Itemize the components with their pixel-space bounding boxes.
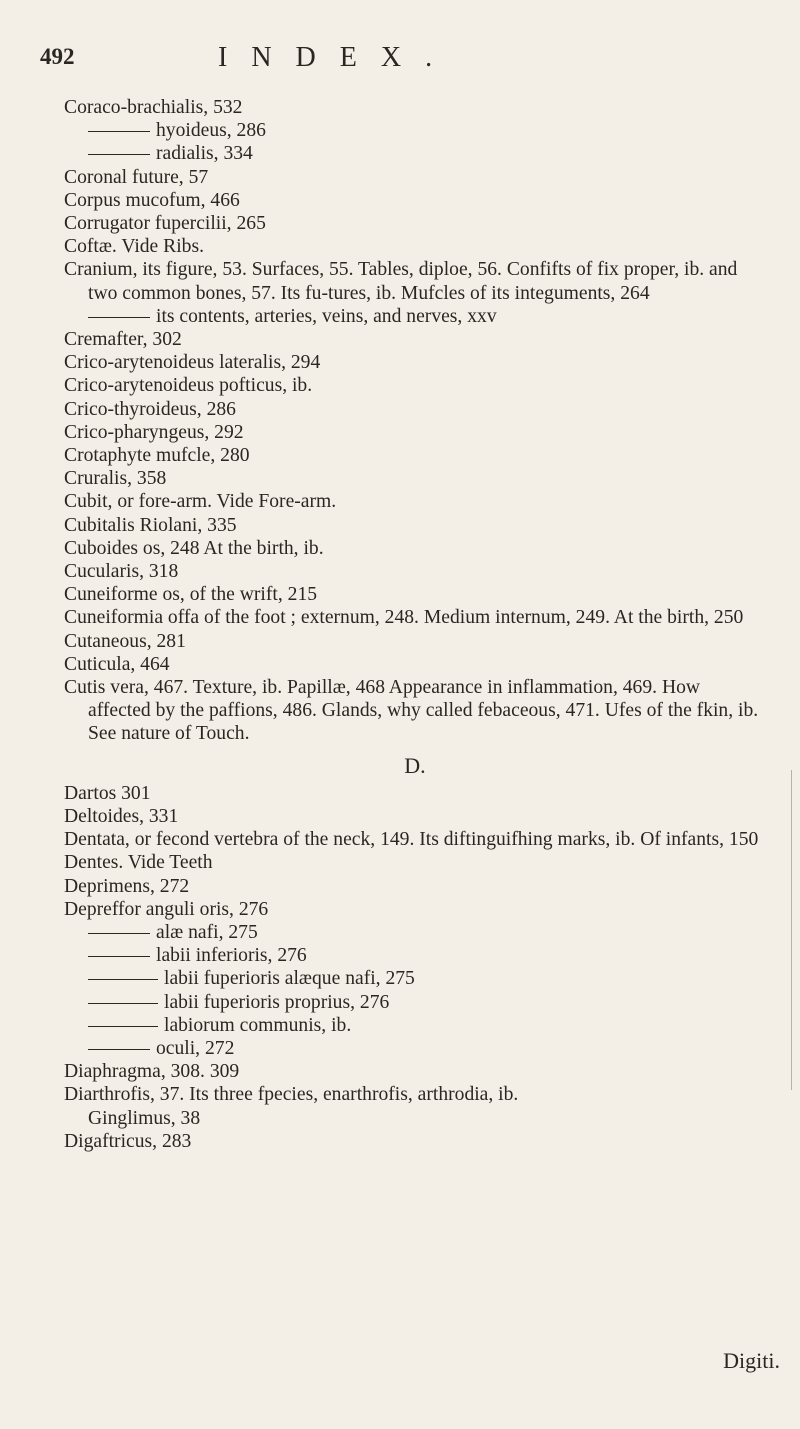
- index-entry: Coraco-brachialis, 532: [64, 97, 243, 118]
- index-entry: Crico-arytenoideus lateralis, 294: [64, 352, 321, 374]
- index-subentry: labii fuperioris proprius, 276: [64, 991, 766, 1014]
- page-edge-shadow: [791, 770, 792, 1090]
- index-subentry: radialis, 334: [64, 142, 766, 165]
- catchword: Digiti.: [723, 1348, 780, 1373]
- index-entries: [64, 96, 766, 1153]
- index-entry: Cubit, or fore-arm. Vide Fore-arm.: [64, 491, 337, 513]
- index-entry: Dentes. Vide Teeth: [64, 852, 213, 874]
- index-entry: Coftæ. Vide Ribs.: [64, 236, 204, 258]
- index-subentry: alæ nafi, 275: [64, 921, 766, 944]
- index-entry: Diarthrofis, 37. Its three fpecies, enarthrofis, arthrodia, ib.: [64, 1084, 519, 1106]
- index-entry: Cucularis, 318: [64, 561, 179, 583]
- index-entry: Digaftricus, 283: [64, 1130, 192, 1152]
- index-subentry: hyoideus, 286: [64, 119, 766, 142]
- index-entry: Corrugator fupercilii, 265: [64, 213, 266, 235]
- index-subentry: labiorum communis, ib.: [64, 1014, 766, 1037]
- letter-heading: D.: [404, 752, 426, 778]
- ditto-dash: [88, 979, 158, 980]
- ditto-dash: [88, 933, 150, 934]
- index-entry: Coronal future, 57: [64, 166, 209, 188]
- index-entry: Dartos 301: [64, 782, 151, 804]
- page-header: [40, 44, 760, 84]
- index-entry: Corpus mucofum, 466: [64, 189, 240, 211]
- index-entry: Crico-arytenoideus pofticus, ib.: [64, 375, 313, 397]
- ditto-dash: [88, 154, 150, 155]
- page-number: 492: [40, 44, 75, 69]
- index-entry: Cuneiformia offa of the foot ; externum, 248. Medium internum, 249. At the birth, 250: [64, 607, 744, 629]
- index-entry: Cutis vera, 467. Texture, ib. Papillæ, 468 Appearance in inflammation, 469. How affected by the paffions, 486. Glands, why called febaceous, 471. Ufes of the fkin, ib. See nature of Touch.: [64, 677, 759, 745]
- ditto-dash: [88, 1026, 158, 1027]
- index-entry: Cuticula, 464: [64, 653, 170, 675]
- index-entry: Cuboides os, 248 At the birth, ib.: [64, 537, 324, 559]
- ditto-dash: [88, 317, 150, 318]
- ditto-dash: [88, 956, 150, 957]
- ditto-dash: [88, 1003, 158, 1004]
- index-entry: Deltoides, 331: [64, 805, 179, 827]
- index-entry: Cranium, its figure, 53. Surfaces, 55. Tables, diploe, 56. Confifts of fix proper, ib. and two common bones, 57. Its fu-tures, ib. Mufcles of its integuments, 264: [64, 259, 738, 304]
- ditto-dash: [88, 131, 150, 132]
- running-head: INDEX.: [218, 42, 457, 73]
- index-entry: Cutaneous, 281: [64, 630, 186, 652]
- index-entry: Crico-thyroideus, 286: [64, 398, 236, 420]
- index-subentry: Ginglimus, 38: [88, 1107, 201, 1129]
- index-subentry: labii inferioris, 276: [64, 944, 766, 967]
- index-entry: Deprimens, 272: [64, 875, 190, 897]
- index-entry: Cuneiforme os, of the wrift, 215: [64, 584, 318, 606]
- index-entry: Crico-pharyngeus, 292: [64, 421, 244, 443]
- ditto-dash: [88, 1049, 150, 1050]
- index-entry: Depreffor anguli oris, 276: [64, 898, 269, 920]
- index-subentry: oculi, 272: [64, 1037, 766, 1060]
- index-entry: Cubitalis Riolani, 335: [64, 514, 237, 536]
- index-subentry: its contents, arteries, veins, and nerves, xxv: [64, 305, 766, 328]
- index-entry: Diaphragma, 308. 309: [64, 1061, 240, 1083]
- index-entry: Cruralis, 358: [64, 468, 167, 490]
- index-entry: Cremafter, 302: [64, 329, 182, 351]
- index-entry: Dentata, or fecond vertebra of the neck, 149. Its diftinguifhing marks, ib. Of infants, 150: [64, 829, 759, 851]
- index-entry: Crotaphyte mufcle, 280: [64, 445, 250, 467]
- index-subentry: labii fuperioris alæque nafi, 275: [64, 967, 766, 990]
